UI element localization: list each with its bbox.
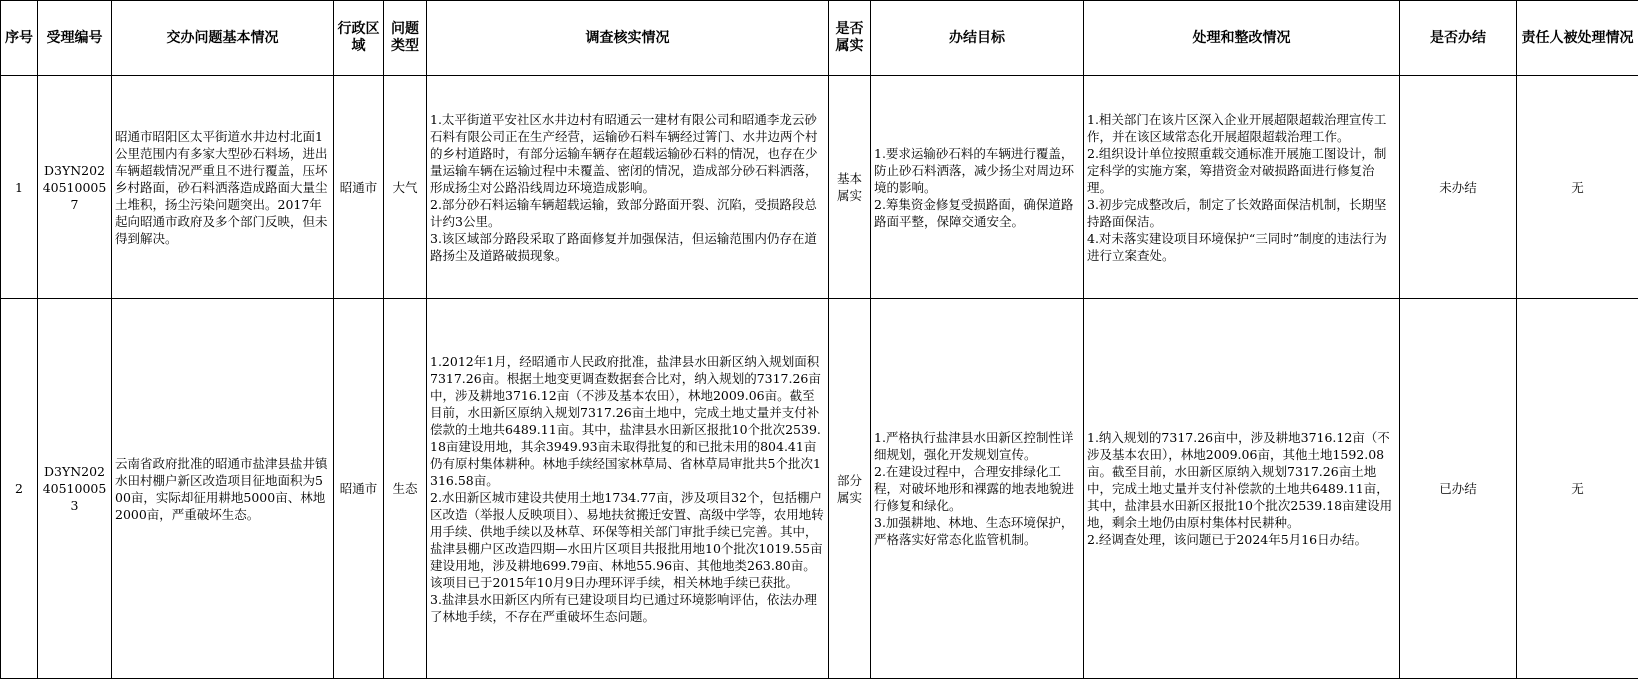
header-closed: 是否办结 (1400, 1, 1517, 76)
header-goal: 办结目标 (871, 1, 1084, 76)
cell-accountability: 无 (1517, 299, 1638, 679)
cell-seq: 2 (1, 299, 38, 679)
header-verified: 是否属实 (829, 1, 871, 76)
cell-rectification (1084, 76, 1400, 299)
cell-issue: 云南省政府批准的昭通市盐津县盐井镇水田村棚户新区改造项目征地面积为500亩，实际却征用耕地5000亩、林地2000亩，严重破坏生态。 (112, 299, 334, 679)
rectification-item: 2.组织设计单位按照重载交通标准开展施工图设计，制定科学的实施方案，筹措资金对破损路面进行修复治理。 (1087, 145, 1396, 196)
cell-issue: 昭通市昭阳区太平街道水井边村北面1公里范围内有多家大型砂石料场，进出车辆超载情况严重且不进行覆盖，压坏乡村路面，砂石料洒落造成路面大量尘土堆积，扬尘污染问题突出。2017年起向昭通市政府及多个部门反映，但未得到解决。 (112, 76, 334, 299)
header-type: 问题类型 (384, 1, 427, 76)
cell-investigation (427, 299, 829, 679)
cell-closed: 未办结 (1400, 76, 1517, 299)
goal-item: 2.在建设过程中，合理安排绿化工程，对破坏地形和裸露的地表地貌进行修复和绿化。 (874, 463, 1080, 514)
header-receipt-no: 受理编号 (38, 1, 112, 76)
rectification-item: 4.对未落实建设项目环境保护“三同时”制度的违法行为进行立案查处。 (1087, 230, 1396, 264)
investigation-item: 2.水田新区城市建设共使用土地1734.77亩，涉及项目32个，包括棚户区改造（举报人反映项目）、易地扶贫搬迁安置、高级中学等，农用地转用手续、供地手续以及林草、环保等相关部门审批手续已完善。其中，盐津县棚户区改造四期—水田片区项目共报批用地10个批次1019.55亩建设用地，涉及耕地699.79亩、林地55.96亩、其他地类263.80亩。该项目已于2015年10月9日办理环评手续，相关林地手续已获批。 (430, 489, 825, 591)
rectification-item: 1.纳入规划的7317.26亩中，涉及耕地3716.12亩（不涉及基本农田），林地2009.06亩，其他土地1592.08亩。截至目前，水田新区原纳入规划7317.26亩土地中，完成土地丈量并支付补偿款的土地共6489.11亩，其中，盐津县水田新区报批10个批次2539.18亩建设用地，剩余土地仍由原村集体村民耕种。 (1087, 429, 1396, 531)
cell-verified: 基本属实 (829, 76, 871, 299)
investigation-item: 3.盐津县水田新区内所有已建设项目均已通过环境影响评估，依法办理了林地手续，不存在严重破坏生态问题。 (430, 591, 825, 625)
goal-item: 3.加强耕地、林地、生态环境保护，严格落实好常态化监管机制。 (874, 514, 1080, 548)
cell-seq: 1 (1, 76, 38, 299)
rectification-item: 1.相关部门在该片区深入企业开展超限超载治理宣传工作，并在该区域常态化开展超限超载治理工作。 (1087, 111, 1396, 145)
investigation-item: 1.太平街道平安社区水井边村有昭通云一建材有限公司和昭通李龙云砂石料有限公司正在生产经营，运输砂石料车辆经过箐门、水井边两个村的乡村道路时，有部分运输车辆存在超载运输砂石料的情况，也存在少量运输车辆在运输过程中未覆盖、密闭的情况，造成部分砂石料洒落，形成扬尘对公路沿线周边环境造成影响。 (430, 111, 825, 196)
header-investigation: 调查核实情况 (427, 1, 829, 76)
rectification-item: 3.初步完成整改后，制定了长效路面保洁机制，长期坚持路面保洁。 (1087, 196, 1396, 230)
cell-goal (871, 76, 1084, 299)
investigation-item: 2.部分砂石料运输车辆超载运输，致部分路面开裂、沉陷，受损路段总计约3公里。 (430, 196, 825, 230)
cell-receipt-no: D3YN202405100053 (38, 299, 112, 679)
cell-type: 大气 (384, 76, 427, 299)
goal-item: 1.严格执行盐津县水田新区控制性详细规划，强化开发规划宣传。 (874, 429, 1080, 463)
table-row (1, 76, 1638, 299)
cell-region: 昭通市 (334, 76, 384, 299)
header-region: 行政区域 (334, 1, 384, 76)
cell-receipt-no: D3YN202405100057 (38, 76, 112, 299)
header-issue: 交办问题基本情况 (112, 1, 334, 76)
investigation-item: 3.该区域部分路段采取了路面修复并加强保洁，但运输范围内仍存在道路扬尘及道路破损现象。 (430, 230, 825, 264)
cell-investigation (427, 76, 829, 299)
cell-verified: 部分属实 (829, 299, 871, 679)
header-seq: 序号 (1, 1, 38, 76)
cell-closed: 已办结 (1400, 299, 1517, 679)
cell-type: 生态 (384, 299, 427, 679)
cell-accountability: 无 (1517, 76, 1638, 299)
rectification-item: 2.经调查处理，该问题已于2024年5月16日办结。 (1087, 531, 1396, 548)
header-rectification: 处理和整改情况 (1084, 1, 1400, 76)
cell-rectification (1084, 299, 1400, 679)
header-row (1, 1, 1638, 76)
header-accountability: 责任人被处理情况 (1517, 1, 1638, 76)
table-row (1, 299, 1638, 679)
goal-item: 2.筹集资金修复受损路面，确保道路路面平整，保障交通安全。 (874, 196, 1080, 230)
goal-item: 1.要求运输砂石料的车辆进行覆盖，防止砂石料洒落，减少扬尘对周边环境的影响。 (874, 145, 1080, 196)
cell-goal (871, 299, 1084, 679)
cell-region: 昭通市 (334, 299, 384, 679)
investigation-item: 1.2012年1月，经昭通市人民政府批准，盐津县水田新区纳入规划面积7317.26亩。根据土地变更调查数据套合比对，纳入规划的7317.26亩中，涉及耕地3716.12亩（不涉及基本农田），林地2009.06亩。截至目前，水田新区原纳入规划7317.26亩土地中，完成土地丈量并支付补偿款的土地共6489.11亩。其中，盐津县水田新区报批10个批次2539.18亩建设用地，其余3949.93亩未取得批复的和已批未用的804.41亩仍有原村集体耕种。林地手续经国家林草局、省林草局审批共5个批次1316.58亩。 (430, 353, 825, 489)
